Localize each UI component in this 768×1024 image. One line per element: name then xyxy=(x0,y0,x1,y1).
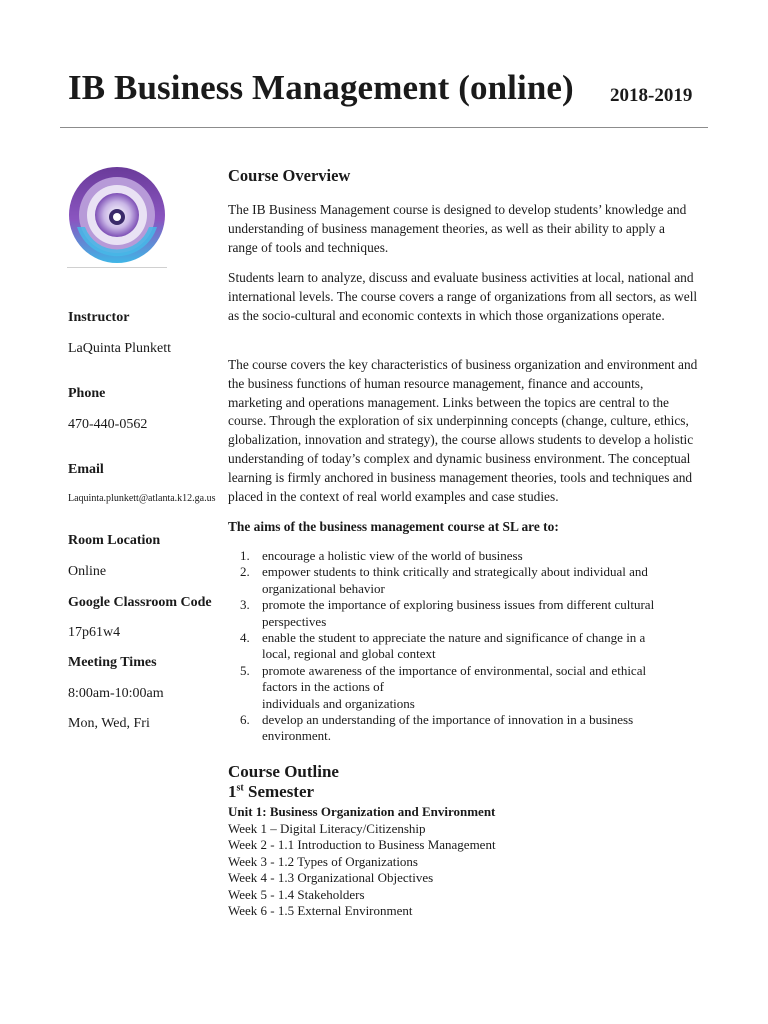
phone-label: Phone xyxy=(68,386,106,401)
classroom-code-value: 17p61w4 xyxy=(68,625,121,640)
course-outline-heading: Course Outline xyxy=(228,762,339,781)
aims-list xyxy=(240,548,700,745)
week-item: Week 1 – Digital Literacy/Citizenship xyxy=(228,821,426,836)
school-year: 2018-2019 xyxy=(610,85,693,106)
page-title: IB Business Management (online) xyxy=(68,68,574,107)
room-location-label: Room Location xyxy=(68,533,161,548)
meeting-time: 8:00am-10:00am xyxy=(68,686,164,701)
course-overview-heading: Course Overview xyxy=(228,166,351,185)
aim-text: develop an understanding of the importance of innovation in a business environment. xyxy=(262,712,634,744)
aim-item xyxy=(240,663,700,712)
overview-paragraph: The IB Business Management course is designed to develop students’ knowledge and understanding of business management theories, as well as their ability to apply a range of tools and techniques. xyxy=(228,202,687,255)
unit-heading: Unit 1: Business Organization and Environment xyxy=(228,804,496,819)
aim-number: 6. xyxy=(240,712,250,728)
week-item: Week 5 - 1.4 Stakeholders xyxy=(228,886,365,902)
instructor-label: Instructor xyxy=(68,310,130,325)
semester-heading xyxy=(228,782,314,802)
aim-item xyxy=(240,564,700,597)
aim-number: 3. xyxy=(240,597,250,613)
email-label: Email xyxy=(68,462,104,477)
aim-item xyxy=(240,548,700,564)
header-divider xyxy=(60,127,708,128)
week-item: Week 4 - 1.3 Organizational Objectives xyxy=(228,870,434,886)
week-item: Week 3 - 1.2 Types of Organizations xyxy=(228,853,418,869)
week-list xyxy=(228,821,496,919)
aim-number: 4. xyxy=(240,630,250,646)
overview-paragraph: Students learn to analyze, discuss and evaluate business activities at local, national and international levels. The course covers a range of organizations from all sectors, as well as the socio-cultural and economic contexts in which those organizations operate. xyxy=(228,270,698,323)
phone-number: 470-440-0562 xyxy=(68,417,148,432)
aim-text: encourage a holistic view of the world of business xyxy=(262,548,523,563)
semester-number: 1 xyxy=(228,782,237,801)
aim-text: promote awareness of the importance of environmental, social and ethical factors in the actions of individuals and organizations xyxy=(262,662,647,711)
aim-item xyxy=(240,630,700,663)
aim-number: 5. xyxy=(240,662,250,678)
aim-number: 1. xyxy=(240,548,250,563)
aims-heading: The aims of the business management course at SL are to: xyxy=(228,519,559,534)
aim-text: empower students to think critically and strategically about individual and organizational behavior xyxy=(262,564,648,596)
meeting-times-label: Meeting Times xyxy=(68,655,157,670)
semester-ordinal: st xyxy=(236,782,244,794)
week-item: Week 6 - 1.5 External Environment xyxy=(228,903,413,919)
aim-number: 2. xyxy=(240,564,250,580)
instructor-name: LaQuinta Plunkett xyxy=(68,341,172,356)
room-location-value: Online xyxy=(68,564,107,579)
semester-word: Semester xyxy=(243,782,315,801)
meeting-days: Mon, Wed, Fri xyxy=(68,716,150,731)
email-address[interactable]: Laquinta.plunkett@atlanta.k12.ga.us xyxy=(68,493,216,504)
aim-item xyxy=(240,712,700,745)
aim-item xyxy=(240,597,700,630)
aim-text: enable the student to appreciate the nature and significance of change in a local, regional and global context xyxy=(262,630,646,662)
aim-text: promote the importance of exploring business issues from different cultural perspectives xyxy=(262,597,655,629)
ib-career-certificate-logo xyxy=(67,165,167,268)
overview-paragraph: The course covers the key characteristics of business organization and environment and the business functions of human resource management, finance and accounts, marketing and operations management. Links between the topics are central to the course. Through the exploration of six underpinning concepts (change, culture, ethics, globalization, innovation and strategy), the course allows students to develop a holistic understanding of today’s complex and dynamic business environment. The conceptual learning is firmly anchored in business management theories, tools and techniques and placed in the context of real world examples and case studies. xyxy=(228,357,698,504)
week-item: Week 2 - 1.1 Introduction to Business Management xyxy=(228,837,496,853)
classroom-code-label: Google Classroom Code xyxy=(68,595,212,610)
